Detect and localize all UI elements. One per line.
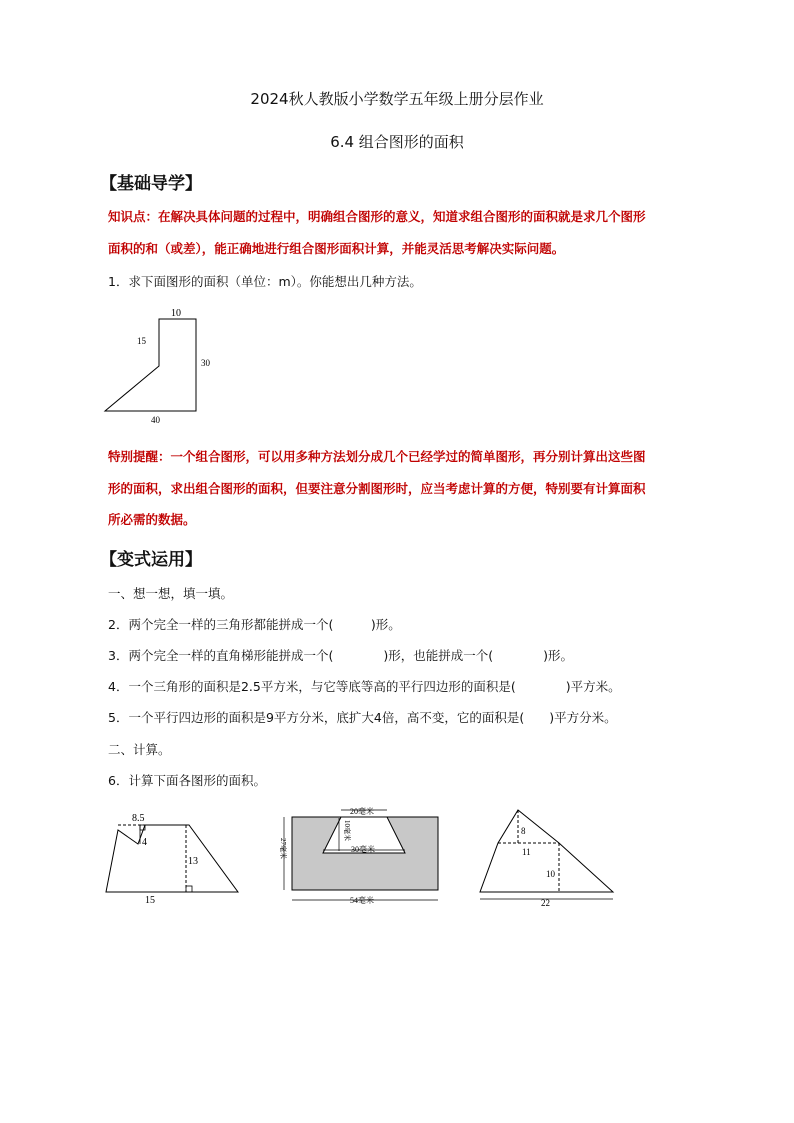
reminder-line3: 所必需的数据。	[108, 512, 196, 527]
figA-outline	[106, 825, 238, 892]
figA-label-inner: 4	[142, 837, 147, 848]
figC-label-mid: 11	[522, 847, 531, 857]
figB-label-height: 27毫米	[279, 838, 287, 859]
figB-label-base: 54毫米	[350, 896, 374, 905]
page-subtitle: 6.4 组合图形的面积	[330, 133, 464, 151]
figC-label-trap-h: 10	[546, 869, 555, 879]
question-1: 1．求下面图形的面积（单位：m）。你能想出几种方法。	[108, 274, 422, 289]
section-heading-basics: 【基础导学】	[100, 174, 202, 194]
figure-q1	[96, 302, 226, 424]
fig1-label-right: 30	[201, 358, 210, 368]
fig1-label-bottom: 40	[151, 415, 160, 424]
figC-outline	[480, 810, 613, 892]
figA-label-bottom: 15	[145, 895, 155, 906]
fig1-label-top: 10	[171, 308, 181, 319]
question-5: 5．一个平行四边形的面积是9平方分米，底扩大4倍，高不变，它的面积是( )平方分米。	[108, 710, 617, 725]
reminder-line2: 形的面积，求出组合图形的面积，但要注意分割图形时，应当考虑计算的方便，特别要有计算面积	[108, 481, 646, 496]
figA-label-height: 13	[188, 856, 198, 867]
page-title: 2024秋人教版小学数学五年级上册分层作业	[250, 90, 544, 108]
part-1-heading: 一、想一想，填一填。	[108, 586, 234, 601]
question-3: 3．两个完全一样的直角梯形能拼成一个( )形，也能拼成一个( )形。	[108, 648, 573, 663]
figure-a	[96, 808, 246, 908]
part-2-heading: 二、计算。	[108, 742, 171, 757]
fig1-outline	[105, 319, 196, 411]
fig1-label-left: 15	[137, 336, 146, 346]
figure-c	[470, 800, 620, 910]
section-heading-variations: 【变式运用】	[100, 550, 202, 570]
figure-b	[270, 800, 450, 910]
knowledge-point-line1: 知识点：在解决具体问题的过程中，明确组合图形的意义，知道求组合图形的面积就是求几个图形	[108, 209, 646, 224]
figC-label-base: 22	[541, 898, 550, 908]
figB-label-top: 20毫米	[350, 807, 374, 816]
question-4: 4．一个三角形的面积是2.5平方米，与它等底等高的平行四边形的面积是( )平方米。	[108, 679, 621, 694]
reminder-line1: 特别提醒：一个组合图形，可以用多种方法划分成几个已经学过的简单图形，再分别计算出这些图	[108, 449, 646, 464]
figC-label-tri-h: 8	[521, 826, 526, 836]
figB-label-bottom-trap: 30毫米	[351, 845, 375, 854]
figB-label-side: 10毫米	[343, 820, 351, 841]
question-6: 6．计算下面各图形的面积。	[108, 773, 266, 788]
knowledge-point-line2: 面积的和（或差），能正确地进行组合图形面积计算，并能灵活思考解决实际问题。	[108, 241, 565, 256]
figA-label-top: 8.5	[132, 813, 145, 824]
figA-right-angle-bottom	[186, 886, 192, 892]
question-2: 2．两个完全一样的三角形都能拼成一个( )形。	[108, 617, 401, 632]
